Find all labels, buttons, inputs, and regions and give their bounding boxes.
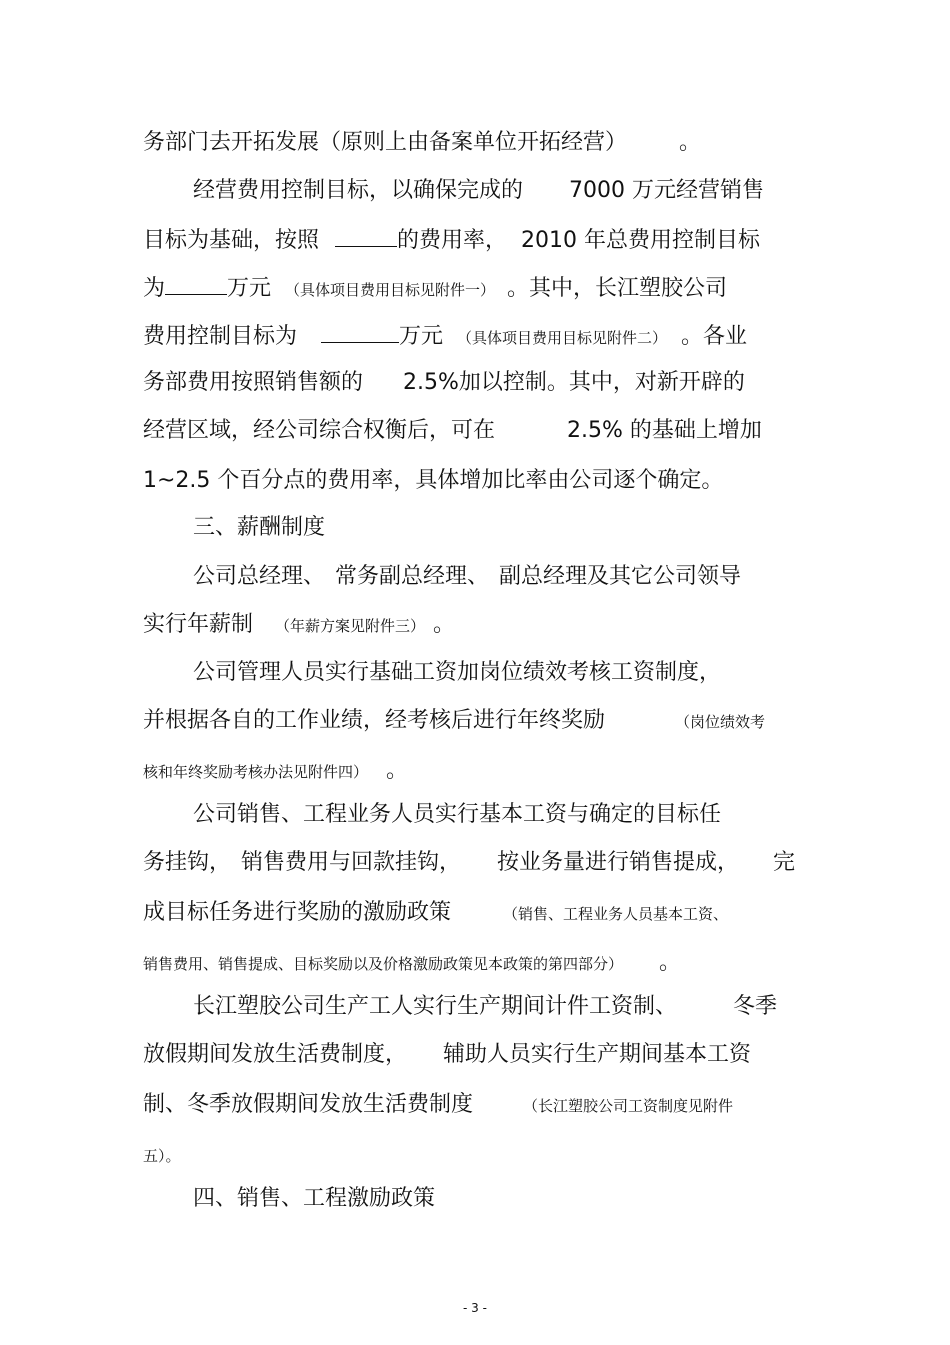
text: 公司总经理、 (193, 564, 326, 589)
text: 1~2.5 个百分点的费用率，具体增加比率由公司逐个确定。 (143, 468, 724, 493)
text-line (143, 272, 727, 305)
text-line (193, 992, 777, 1022)
text: 放假期间发放生活费制度， (143, 1042, 408, 1067)
text: 为 (143, 276, 166, 301)
text: 常务副总经理、 (335, 564, 490, 589)
text: 完 (773, 850, 796, 875)
text: 成目标任务进行奖励的激励政策 (143, 900, 452, 925)
text: 实行年薪制 (143, 612, 254, 637)
page-number: - 3 - (463, 1301, 487, 1315)
text: 。其中，长江塑胶公司 (507, 276, 728, 301)
text: 并根据各自的工作业绩，经考核后进行年终奖励 (143, 708, 606, 733)
text: 。 (386, 758, 409, 783)
text: 万元 (399, 324, 444, 349)
text: 销售费用与回款挂钩， (241, 850, 462, 875)
text: 副总经理及其它公司领导 (499, 564, 742, 589)
text: 销售费用、销售提成、目标奖励以及价格激励政策见本政策的第四部分） (143, 955, 624, 973)
text-line (143, 948, 681, 979)
text: （具体项目费用目标见附件二） (457, 329, 668, 347)
section-heading: 四、销售、工程激励政策 (193, 1186, 436, 1211)
text: 公司管理人员实行基础工资加岗位绩效考核工资制度， (193, 660, 722, 685)
text: 制、冬季放假期间发放生活费制度 (143, 1092, 474, 1117)
blank-field (321, 320, 399, 343)
text: 。 (659, 950, 682, 975)
text: 五）。 (143, 1147, 181, 1165)
text: 务部费用按照销售额的 (143, 370, 364, 395)
text: 公司销售、工程业务人员实行基本工资与确定的目标任 (193, 802, 722, 827)
blank-field (165, 272, 227, 295)
text: 2.5%加以控制。其中，对新开辟的 (403, 370, 745, 395)
text-line (193, 176, 764, 206)
text: 按业务量进行销售提成， (497, 850, 740, 875)
text: 的费用率， (397, 228, 508, 253)
text: （岗位绩效考 (675, 713, 766, 731)
text: 务部门去开拓发展（原则上由备案单位开拓经营） (143, 130, 628, 155)
text: 核和年终奖励考核办法见附件四） (143, 763, 369, 781)
text: 7000 万元经营销售 (569, 178, 764, 203)
text: （具体项目费用目标见附件一） (285, 281, 496, 299)
text: 。 (679, 130, 702, 155)
text-line (143, 756, 408, 787)
text-line (193, 658, 721, 688)
text: 目标为基础，按照 (143, 228, 320, 253)
text-line (143, 368, 745, 398)
text-line (143, 416, 762, 446)
text-line (143, 320, 747, 353)
text: 。各业 (681, 324, 748, 349)
text: 费用控制目标为 (143, 324, 298, 349)
text-line (143, 1090, 733, 1121)
text: （销售、工程业务人员基本工资、 (503, 905, 729, 923)
text-line (143, 610, 455, 641)
text-line (143, 128, 701, 158)
text-line (143, 848, 795, 878)
text: 经营区域，经公司综合权衡后，可在 (143, 418, 496, 443)
text-line (143, 466, 723, 496)
text: 经营费用控制目标，以确保完成的 (193, 178, 524, 203)
text: 冬季 (733, 994, 778, 1019)
blank-field (335, 224, 397, 247)
text-line (143, 224, 760, 256)
text-line (143, 898, 728, 929)
text-line (193, 800, 721, 830)
text: （年薪方案见附件三） (275, 617, 426, 635)
section-heading: 三、薪酬制度 (193, 515, 326, 540)
text: 2010 年总费用控制目标 (521, 228, 761, 253)
text-line (143, 706, 765, 737)
text: 务挂钩， (143, 850, 232, 875)
text: 辅助人员实行生产期间基本工资 (443, 1042, 752, 1067)
text: （长江塑胶公司工资制度见附件 (523, 1097, 734, 1115)
text: 万元 (227, 276, 272, 301)
text-line (143, 1040, 751, 1070)
text: 2.5% 的基础上增加 (567, 418, 762, 443)
text-line (143, 1140, 181, 1171)
text-line (193, 562, 741, 592)
text: 。 (433, 612, 456, 637)
text: 长江塑胶公司生产工人实行生产期间计件工资制、 (193, 994, 678, 1019)
